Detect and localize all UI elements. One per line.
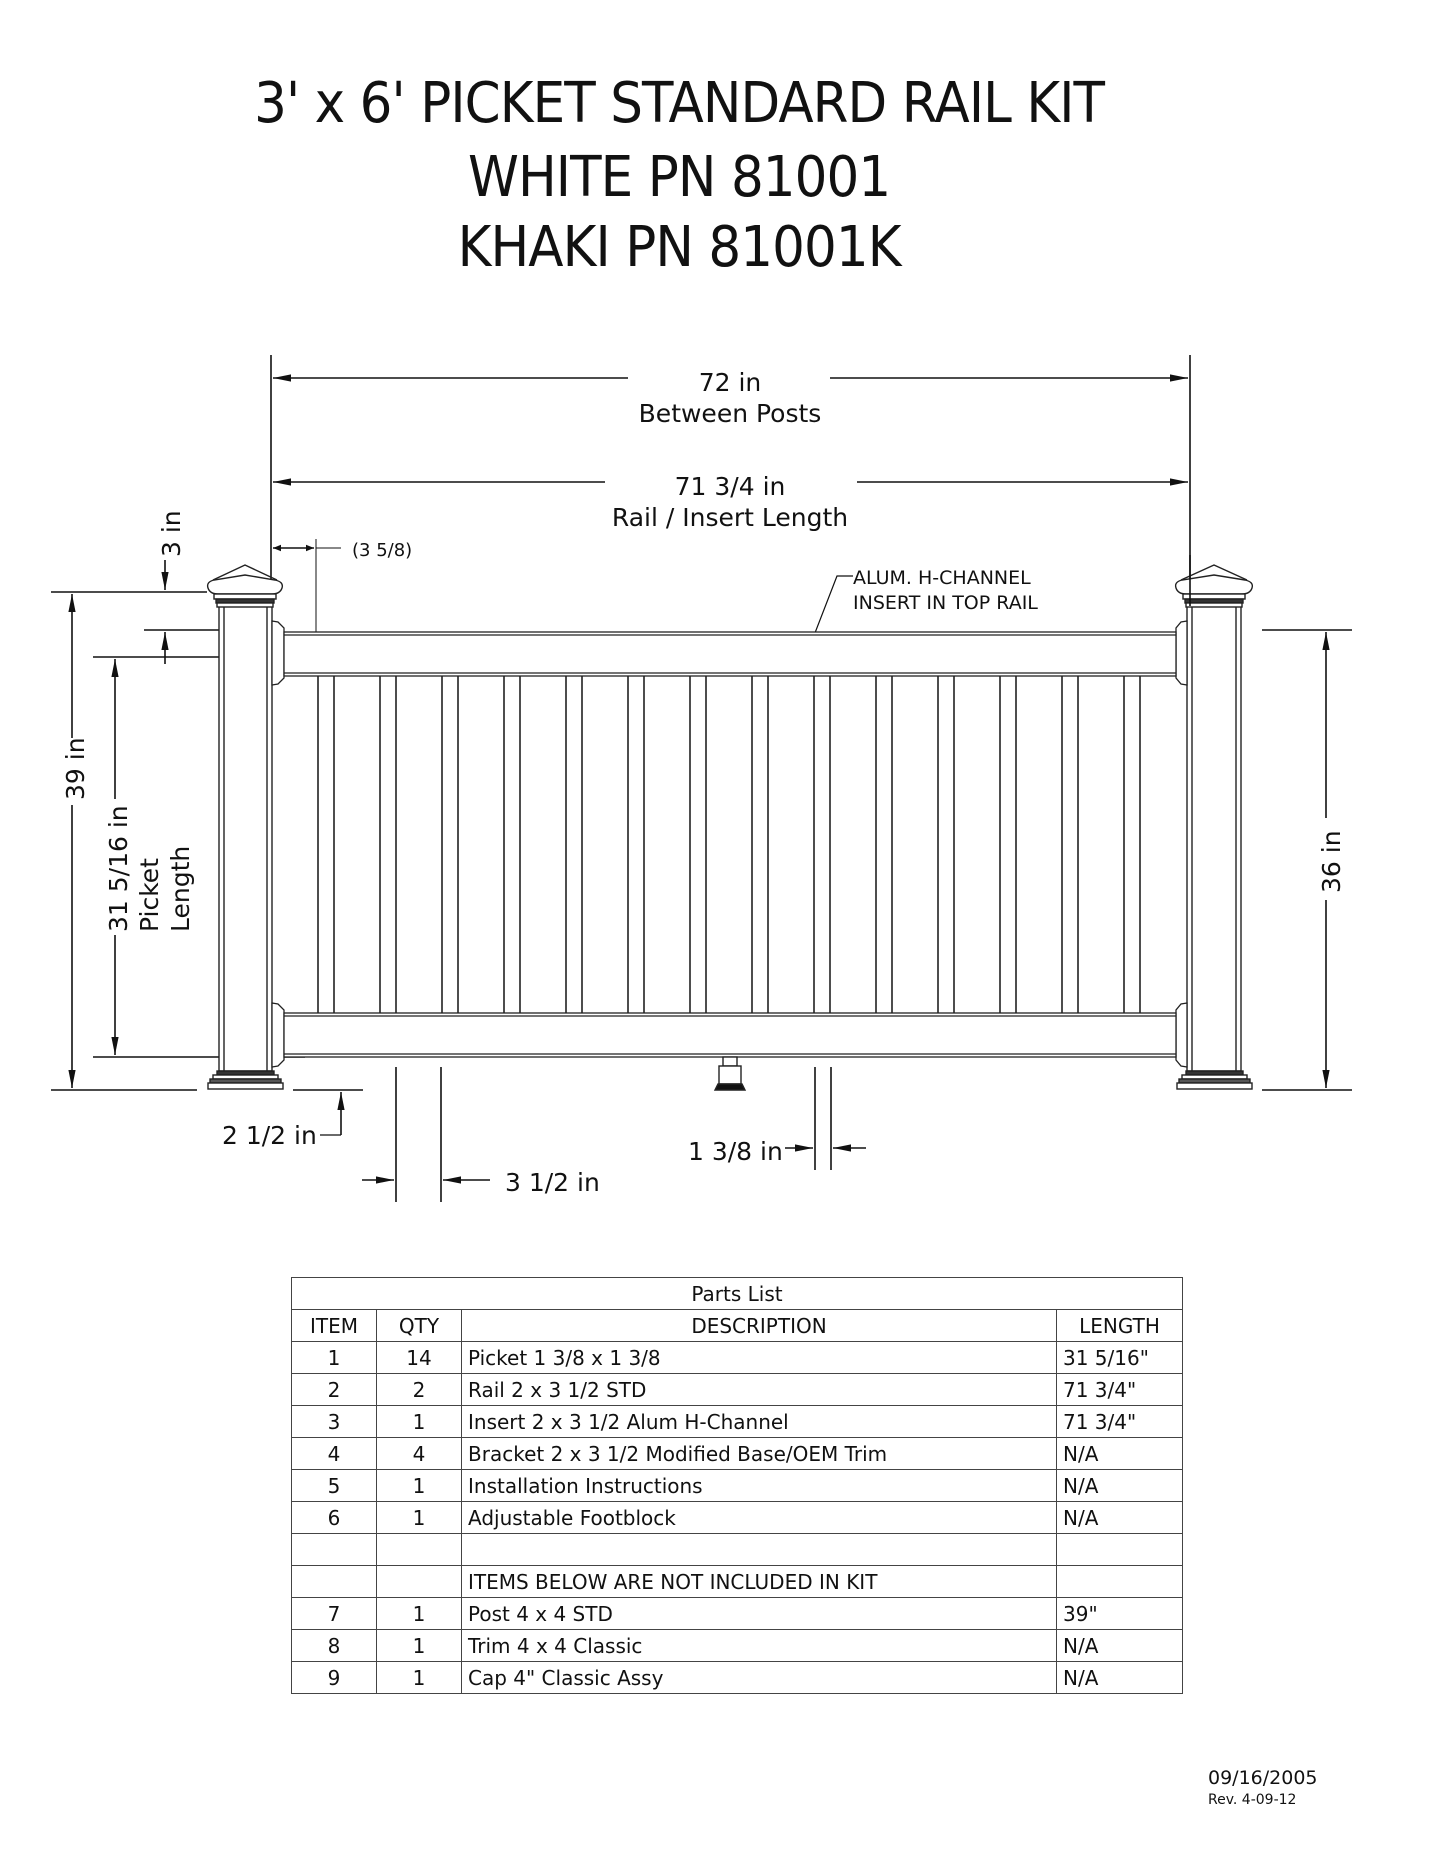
picket [442,676,458,1013]
picket [1000,676,1016,1013]
adjustable-footblock [715,1057,745,1090]
table-row-section-note [292,1566,1183,1598]
rail-brackets [272,621,1187,1067]
revision-label: Rev. 4-09-12 [1208,1792,1297,1808]
cell-description: Post 4 x 4 STD [462,1598,1057,1630]
cell-description: Picket 1 3/8 x 1 3/8 [462,1342,1057,1374]
cell-length: N/A [1057,1502,1183,1534]
parts-list-caption: Parts List [292,1278,1183,1310]
dim-between-posts-label: Between Posts [638,399,822,428]
rails [284,632,1176,1057]
picket [380,676,396,1013]
cell-item [292,1534,377,1566]
parts-list-table [291,1277,1183,1694]
table-row [292,1502,1183,1534]
header-qty: QTY [377,1310,462,1342]
cell-item: 2 [292,1374,377,1406]
picket [814,676,830,1013]
picket [938,676,954,1013]
cell-length: 31 5/16" [1057,1342,1183,1374]
cell-item: 9 [292,1662,377,1694]
picket [1124,676,1140,1013]
cell-item: 3 [292,1406,377,1438]
cell-description: Insert 2 x 3 1/2 Alum H-Channel [462,1406,1057,1438]
cell-length: N/A [1057,1470,1183,1502]
cell-description: Adjustable Footblock [462,1502,1057,1534]
header-item: ITEM [292,1310,377,1342]
dim-picket-value: 31 5/16 in [104,805,133,932]
dim-offset: (3 5/8) [352,540,413,561]
table-row [292,1662,1183,1694]
cell-description: ITEMS BELOW ARE NOT INCLUDED IN KIT [462,1566,1057,1598]
table-row [292,1598,1183,1630]
picket [876,676,892,1013]
dim-picket-width: 1 3/8 in [688,1137,783,1166]
cell-qty [377,1534,462,1566]
table-row [292,1470,1183,1502]
cell-length: N/A [1057,1630,1183,1662]
dim-picket-label-1: Picket [135,858,164,932]
cell-item: 6 [292,1502,377,1534]
cell-description: Trim 4 x 4 Classic [462,1630,1057,1662]
cell-qty: 1 [377,1502,462,1534]
cell-qty: 4 [377,1438,462,1470]
dim-rail-width: 3 1/2 in [505,1168,600,1197]
cell-description: Bracket 2 x 3 1/2 Modified Base/OEM Trim [462,1438,1057,1470]
cell-qty [377,1566,462,1598]
dim-ground-clearance: 2 1/2 in [222,1121,317,1150]
dim-rail-height: 36 in [1317,830,1346,893]
cell-item [292,1566,377,1598]
picket [318,676,334,1013]
cell-description: Installation Instructions [462,1470,1057,1502]
cell-length: N/A [1057,1662,1183,1694]
cell-item: 5 [292,1470,377,1502]
picket [628,676,644,1013]
cell-qty: 1 [377,1406,462,1438]
picket [566,676,582,1013]
cell-length [1057,1534,1183,1566]
cell-length: 71 3/4" [1057,1406,1183,1438]
dim-picket-label-2: Length [166,845,195,932]
table-row [292,1374,1183,1406]
header-length: LENGTH [1057,1310,1183,1342]
callout-line-2: INSERT IN TOP RAIL [853,592,1038,614]
picket [690,676,706,1013]
cell-description: Rail 2 x 3 1/2 STD [462,1374,1057,1406]
cell-qty: 2 [377,1374,462,1406]
header-description: DESCRIPTION [462,1310,1057,1342]
table-row [292,1630,1183,1662]
parts-list-header-row [292,1310,1183,1342]
cell-qty: 1 [377,1630,462,1662]
cell-qty: 1 [377,1598,462,1630]
cell-item: 7 [292,1598,377,1630]
cell-description: Cap 4" Classic Assy [462,1662,1057,1694]
callout-line-1: ALUM. H-CHANNEL [853,567,1031,589]
dim-rail-label: Rail / Insert Length [611,503,849,532]
title-line-3: KHAKI PN 81001K [457,215,901,280]
cell-qty: 14 [377,1342,462,1374]
picket [752,676,768,1013]
parts-list-caption-row [292,1278,1183,1310]
picket [504,676,520,1013]
pickets [318,676,1140,1013]
cell-item: 8 [292,1630,377,1662]
cell-length: N/A [1057,1438,1183,1470]
document-date: 09/16/2005 [1208,1767,1318,1789]
bottom-rail [284,1013,1176,1057]
cell-qty: 1 [377,1470,462,1502]
cell-length: 71 3/4" [1057,1374,1183,1406]
dim-rail-value: 71 3/4 in [674,472,786,501]
table-row [292,1438,1183,1470]
title-line-1: 3' x 6' PICKET STANDARD RAIL KIT [254,71,1105,136]
title-line-2: WHITE PN 81001 [467,145,891,210]
dim-between-posts-value: 72 in [698,368,762,397]
table-row-blank [292,1534,1183,1566]
cell-item: 4 [292,1438,377,1470]
cell-description [462,1534,1057,1566]
cell-length [1057,1566,1183,1598]
picket [1062,676,1078,1013]
top-rail [284,632,1176,676]
cell-length: 39" [1057,1598,1183,1630]
table-row [292,1342,1183,1374]
dim-cap: 3 in [157,510,186,557]
cell-item: 1 [292,1342,377,1374]
table-row [292,1406,1183,1438]
dim-total-height: 39 in [61,737,90,800]
cell-qty: 1 [377,1662,462,1694]
